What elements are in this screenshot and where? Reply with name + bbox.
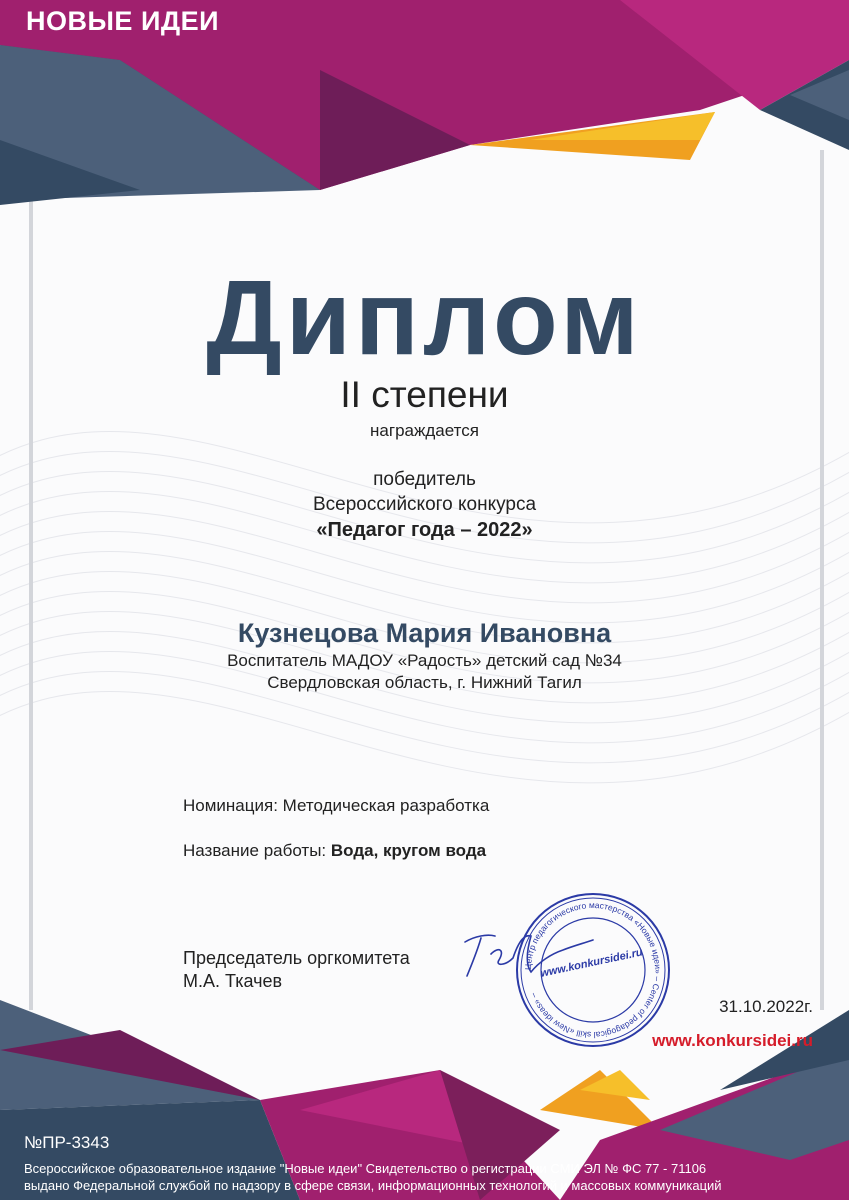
awarded-text: награждается (370, 421, 479, 440)
diploma-number: №ПР-3343 (24, 1133, 110, 1152)
signatory-name: М.А. Ткачев (183, 971, 283, 991)
nomination-row (183, 796, 489, 816)
recipient-location: Свердловская область, г. Нижний Тагил (267, 673, 582, 692)
signature (455, 920, 605, 990)
recipient-name: Кузнецова Мария Ивановна (237, 618, 612, 648)
stamp-center-text: www.konkursidei.ru (539, 946, 644, 980)
contest-type: Всероссийского конкурса (312, 494, 537, 515)
diploma-degree: II степени (340, 374, 509, 415)
brand-logo-text: НОВЫЕ ИДЕИ (26, 6, 219, 36)
winner-line: победитель (373, 469, 476, 490)
contest-name: «Педагог года – 2022» (316, 519, 533, 541)
footer-line-1: Всероссийское образовательное издание "Новые идеи" Свидетельство о регистрации СМИ ЭЛ № ФС 77 - 71106 (24, 1161, 707, 1176)
stamp-ring-text: Центр педагогического мастерства «Новые идеи» – Center of pedagogical skill «New ideas» – (522, 899, 664, 1041)
signatory-role: Председатель оргкомитета (183, 948, 410, 968)
recipient-position: Воспитатель МАДОУ «Радость» детский сад №34 (227, 651, 622, 670)
website-link[interactable]: www.konkursidei.ru (652, 1031, 813, 1050)
nomination-value: Методическая разработка (282, 796, 490, 815)
work-value: Вода, кругом вода (330, 841, 487, 860)
nomination-label: Номинация: (183, 796, 278, 815)
issue-date: 31.10.2022г. (719, 997, 813, 1016)
work-title-row (183, 841, 486, 861)
work-label: Название работы: (183, 841, 327, 860)
footer-line-2: выдано Федеральной службой по надзору в сфере связи, информационных технологий и массовых коммуникаций (24, 1178, 722, 1193)
diploma-title: Диплом (206, 259, 643, 377)
